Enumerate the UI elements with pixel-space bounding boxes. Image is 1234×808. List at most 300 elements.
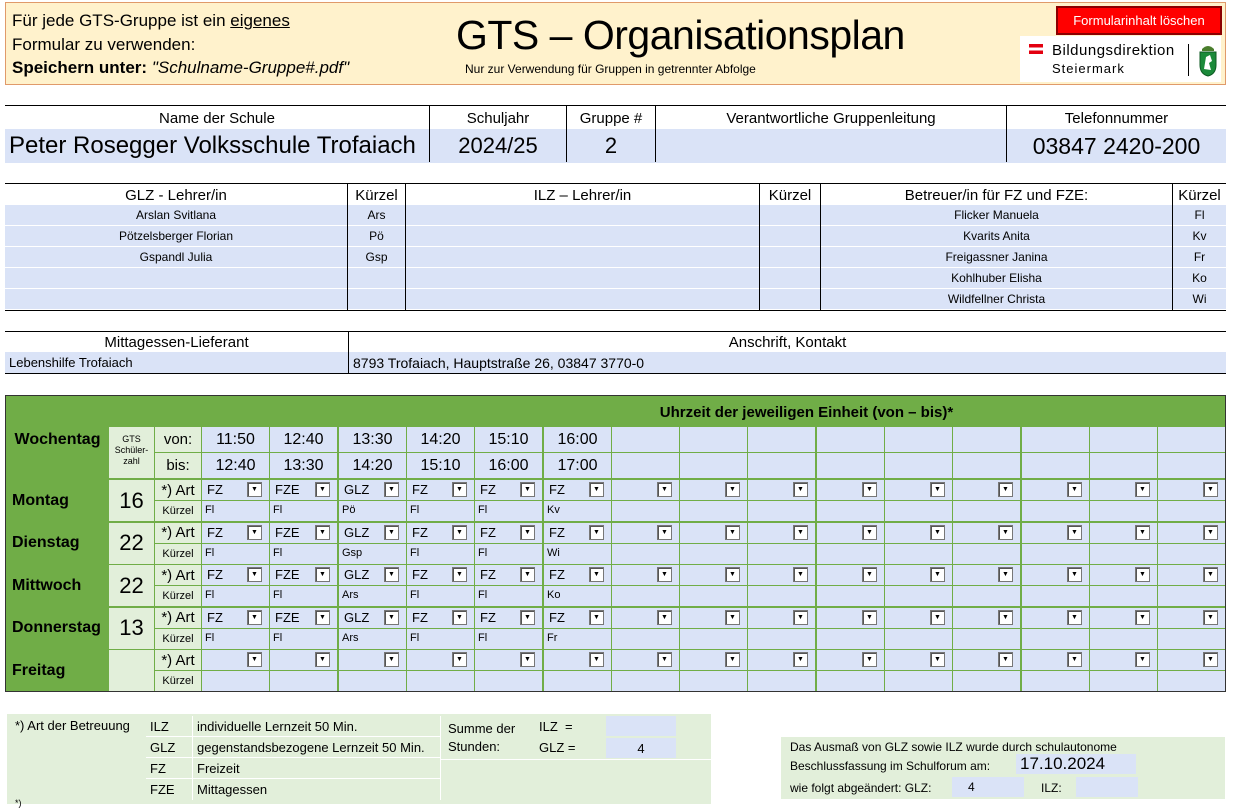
time-from-field[interactable]: 11:50	[202, 427, 269, 452]
art-select[interactable]	[1090, 608, 1157, 628]
kuerzel-field[interactable]	[612, 501, 679, 521]
kuerzel-field[interactable]	[953, 501, 1020, 521]
time-to-field[interactable]	[817, 453, 884, 478]
forum-glz-field[interactable]: 4	[952, 777, 1024, 797]
chevron-down-icon[interactable]	[862, 525, 877, 540]
time-from-field[interactable]	[885, 427, 952, 452]
time-from-field[interactable]	[748, 427, 815, 452]
art-select[interactable]	[680, 608, 747, 628]
students-count-field[interactable]: 16	[109, 480, 154, 521]
chevron-down-icon[interactable]	[247, 525, 262, 540]
chevron-down-icon[interactable]	[247, 567, 262, 582]
chevron-down-icon[interactable]	[315, 525, 330, 540]
art-select[interactable]	[544, 480, 611, 500]
time-to-field[interactable]	[1090, 453, 1157, 478]
chevron-down-icon[interactable]	[725, 567, 740, 582]
art-select[interactable]	[680, 565, 747, 585]
art-select[interactable]	[339, 565, 406, 585]
chevron-down-icon[interactable]	[520, 567, 535, 582]
chevron-down-icon[interactable]	[793, 567, 808, 582]
kuerzel-field[interactable]	[1158, 629, 1225, 649]
chevron-down-icon[interactable]	[452, 610, 467, 625]
kuerzel-field[interactable]	[475, 501, 542, 521]
art-select[interactable]	[748, 523, 815, 543]
art-select[interactable]	[748, 480, 815, 500]
chevron-down-icon[interactable]	[384, 610, 399, 625]
glz-kuerzel-field[interactable]: Gsp	[348, 247, 405, 267]
time-to-field[interactable]: 14:20	[339, 453, 406, 478]
chevron-down-icon[interactable]	[930, 525, 945, 540]
chevron-down-icon[interactable]	[1203, 567, 1218, 582]
kuerzel-field[interactable]	[339, 586, 406, 606]
art-select[interactable]	[953, 650, 1020, 670]
forum-ilz-field[interactable]	[1076, 777, 1138, 797]
time-from-field[interactable]: 14:20	[407, 427, 474, 452]
kuerzel-field[interactable]	[680, 586, 747, 606]
time-to-field[interactable]: 13:30	[270, 453, 337, 478]
kuerzel-field[interactable]	[612, 586, 679, 606]
chevron-down-icon[interactable]	[1203, 610, 1218, 625]
chevron-down-icon[interactable]	[1067, 525, 1082, 540]
kuerzel-field[interactable]	[475, 586, 542, 606]
art-select[interactable]	[612, 608, 679, 628]
chevron-down-icon[interactable]	[998, 652, 1013, 667]
time-from-field[interactable]: 12:40	[270, 427, 337, 452]
art-select[interactable]	[953, 523, 1020, 543]
art-select[interactable]	[1022, 650, 1089, 670]
chevron-down-icon[interactable]	[793, 610, 808, 625]
art-select[interactable]	[270, 480, 337, 500]
art-select[interactable]	[885, 523, 952, 543]
time-to-field[interactable]: 12:40	[202, 453, 269, 478]
kuerzel-field[interactable]	[748, 544, 815, 564]
kuerzel-field[interactable]	[1090, 501, 1157, 521]
art-select[interactable]	[1022, 608, 1089, 628]
kuerzel-field[interactable]	[748, 501, 815, 521]
glz-name-field[interactable]: Gspandl Julia	[5, 247, 347, 267]
kuerzel-field[interactable]	[817, 544, 884, 564]
students-count-field[interactable]: 22	[109, 565, 154, 606]
chevron-down-icon[interactable]	[793, 525, 808, 540]
kuerzel-field[interactable]	[407, 501, 474, 521]
glz-kuerzel-field[interactable]	[348, 268, 405, 288]
time-to-field[interactable]	[748, 453, 815, 478]
kuerzel-field[interactable]	[407, 671, 474, 691]
time-to-field[interactable]	[885, 453, 952, 478]
kuerzel-field[interactable]	[339, 501, 406, 521]
chevron-down-icon[interactable]	[657, 652, 672, 667]
students-count-field[interactable]	[109, 650, 154, 691]
glz-kuerzel-field[interactable]: Pö	[348, 226, 405, 246]
ilz-name-field[interactable]	[406, 226, 759, 246]
chevron-down-icon[interactable]	[793, 482, 808, 497]
art-select[interactable]	[612, 565, 679, 585]
chevron-down-icon[interactable]	[520, 652, 535, 667]
art-select[interactable]	[202, 523, 269, 543]
chevron-down-icon[interactable]	[589, 567, 604, 582]
time-to-field[interactable]	[1158, 453, 1225, 478]
fz-kuerzel-field[interactable]: Ko	[1173, 268, 1226, 288]
time-from-field[interactable]	[953, 427, 1020, 452]
chevron-down-icon[interactable]	[384, 567, 399, 582]
art-select[interactable]	[544, 608, 611, 628]
kuerzel-field[interactable]	[680, 544, 747, 564]
chevron-down-icon[interactable]	[657, 482, 672, 497]
chevron-down-icon[interactable]	[657, 567, 672, 582]
art-select[interactable]	[407, 650, 474, 670]
kuerzel-field[interactable]	[544, 671, 611, 691]
time-from-field[interactable]	[680, 427, 747, 452]
art-select[interactable]	[475, 650, 542, 670]
chevron-down-icon[interactable]	[384, 652, 399, 667]
art-select[interactable]	[680, 480, 747, 500]
art-select[interactable]	[1090, 650, 1157, 670]
kuerzel-field[interactable]	[202, 671, 269, 691]
chevron-down-icon[interactable]	[1203, 482, 1218, 497]
students-count-field[interactable]: 22	[109, 523, 154, 564]
forum-date-field[interactable]: 17.10.2024	[1016, 754, 1136, 774]
kuerzel-field[interactable]	[885, 671, 952, 691]
kuerzel-field[interactable]	[1090, 544, 1157, 564]
art-select[interactable]	[407, 480, 474, 500]
chevron-down-icon[interactable]	[589, 652, 604, 667]
chevron-down-icon[interactable]	[862, 482, 877, 497]
kuerzel-field[interactable]	[270, 501, 337, 521]
school-year-field[interactable]: 2024/25	[458, 133, 538, 158]
art-select[interactable]	[885, 608, 952, 628]
art-select[interactable]	[1158, 523, 1225, 543]
kuerzel-field[interactable]	[407, 544, 474, 564]
kuerzel-field[interactable]	[202, 544, 269, 564]
chevron-down-icon[interactable]	[315, 610, 330, 625]
kuerzel-field[interactable]	[475, 629, 542, 649]
chevron-down-icon[interactable]	[998, 567, 1013, 582]
group-field[interactable]: 2	[604, 133, 618, 158]
chevron-down-icon[interactable]	[998, 482, 1013, 497]
art-select[interactable]	[1022, 480, 1089, 500]
chevron-down-icon[interactable]	[862, 652, 877, 667]
kuerzel-field[interactable]	[407, 586, 474, 606]
kuerzel-field[interactable]	[544, 586, 611, 606]
time-from-field[interactable]: 16:00	[544, 427, 611, 452]
fz-name-field[interactable]: Wildfellner Christa	[821, 289, 1172, 309]
chevron-down-icon[interactable]	[725, 482, 740, 497]
chevron-down-icon[interactable]	[930, 567, 945, 582]
art-select[interactable]	[202, 650, 269, 670]
glz-kuerzel-field[interactable]	[348, 289, 405, 309]
time-to-field[interactable]	[1022, 453, 1089, 478]
art-select[interactable]	[885, 565, 952, 585]
chevron-down-icon[interactable]	[862, 610, 877, 625]
art-select[interactable]	[817, 608, 884, 628]
art-select[interactable]	[953, 565, 1020, 585]
kuerzel-field[interactable]	[202, 629, 269, 649]
glz-kuerzel-field[interactable]: Ars	[348, 205, 405, 225]
art-select[interactable]	[1090, 523, 1157, 543]
glz-name-field[interactable]: Arslan Svitlana	[5, 205, 347, 225]
ilz-kuerzel-field[interactable]	[760, 268, 820, 288]
chevron-down-icon[interactable]	[862, 567, 877, 582]
kuerzel-field[interactable]	[817, 671, 884, 691]
time-to-field[interactable]: 15:10	[407, 453, 474, 478]
kuerzel-field[interactable]	[748, 586, 815, 606]
time-to-field[interactable]	[680, 453, 747, 478]
art-select[interactable]	[1022, 523, 1089, 543]
time-to-field[interactable]	[612, 453, 679, 478]
ilz-kuerzel-field[interactable]	[760, 205, 820, 225]
chevron-down-icon[interactable]	[793, 652, 808, 667]
art-select[interactable]	[1158, 608, 1225, 628]
chevron-down-icon[interactable]	[1203, 652, 1218, 667]
kuerzel-field[interactable]	[885, 586, 952, 606]
art-select[interactable]	[748, 650, 815, 670]
kuerzel-field[interactable]	[1022, 586, 1089, 606]
kuerzel-field[interactable]	[1158, 501, 1225, 521]
art-select[interactable]	[544, 565, 611, 585]
kuerzel-field[interactable]	[1022, 629, 1089, 649]
kuerzel-field[interactable]	[1022, 544, 1089, 564]
art-select[interactable]	[953, 608, 1020, 628]
time-from-field[interactable]	[1158, 427, 1225, 452]
kuerzel-field[interactable]	[612, 671, 679, 691]
time-to-field[interactable]: 16:00	[475, 453, 542, 478]
art-select[interactable]	[202, 565, 269, 585]
kuerzel-field[interactable]	[339, 544, 406, 564]
art-select[interactable]	[202, 608, 269, 628]
group-leader-field[interactable]	[656, 129, 1006, 163]
art-select[interactable]	[475, 480, 542, 500]
fz-name-field[interactable]: Freigassner Janina	[821, 247, 1172, 267]
kuerzel-field[interactable]	[1022, 671, 1089, 691]
kuerzel-field[interactable]	[953, 586, 1020, 606]
chevron-down-icon[interactable]	[247, 652, 262, 667]
art-select[interactable]	[407, 523, 474, 543]
chevron-down-icon[interactable]	[315, 482, 330, 497]
time-from-field[interactable]: 15:10	[475, 427, 542, 452]
chevron-down-icon[interactable]	[384, 482, 399, 497]
art-select[interactable]	[202, 480, 269, 500]
art-select[interactable]	[817, 523, 884, 543]
kuerzel-field[interactable]	[202, 586, 269, 606]
kuerzel-field[interactable]	[612, 544, 679, 564]
chevron-down-icon[interactable]	[1135, 482, 1150, 497]
chevron-down-icon[interactable]	[247, 482, 262, 497]
kuerzel-field[interactable]	[1090, 629, 1157, 649]
chevron-down-icon[interactable]	[452, 567, 467, 582]
art-select[interactable]	[339, 480, 406, 500]
art-select[interactable]	[748, 565, 815, 585]
glz-name-field[interactable]	[5, 289, 347, 309]
chevron-down-icon[interactable]	[384, 525, 399, 540]
glz-sum-field[interactable]: 4	[606, 738, 676, 758]
chevron-down-icon[interactable]	[1203, 525, 1218, 540]
ilz-kuerzel-field[interactable]	[760, 289, 820, 309]
chevron-down-icon[interactable]	[520, 482, 535, 497]
chevron-down-icon[interactable]	[452, 652, 467, 667]
kuerzel-field[interactable]	[680, 671, 747, 691]
kuerzel-field[interactable]	[953, 629, 1020, 649]
kuerzel-field[interactable]	[612, 629, 679, 649]
time-to-field[interactable]: 17:00	[544, 453, 611, 478]
chevron-down-icon[interactable]	[452, 482, 467, 497]
kuerzel-field[interactable]	[202, 501, 269, 521]
chevron-down-icon[interactable]	[520, 525, 535, 540]
art-select[interactable]	[270, 523, 337, 543]
art-select[interactable]	[1158, 650, 1225, 670]
time-from-field[interactable]	[1022, 427, 1089, 452]
chevron-down-icon[interactable]	[1135, 525, 1150, 540]
chevron-down-icon[interactable]	[589, 525, 604, 540]
kuerzel-field[interactable]	[475, 671, 542, 691]
phone-field[interactable]: 03847 2420-200	[1032, 132, 1201, 159]
kuerzel-field[interactable]	[748, 671, 815, 691]
chevron-down-icon[interactable]	[930, 610, 945, 625]
clear-form-button[interactable]: Formularinhalt löschen	[1056, 6, 1222, 35]
art-select[interactable]	[817, 480, 884, 500]
glz-name-field[interactable]	[5, 268, 347, 288]
art-select[interactable]	[612, 523, 679, 543]
kuerzel-field[interactable]	[953, 544, 1020, 564]
fz-name-field[interactable]: Kvarits Anita	[821, 226, 1172, 246]
kuerzel-field[interactable]	[270, 544, 337, 564]
chevron-down-icon[interactable]	[725, 652, 740, 667]
chevron-down-icon[interactable]	[315, 652, 330, 667]
chevron-down-icon[interactable]	[452, 525, 467, 540]
chevron-down-icon[interactable]	[930, 652, 945, 667]
ilz-kuerzel-field[interactable]	[760, 247, 820, 267]
chevron-down-icon[interactable]	[1135, 652, 1150, 667]
art-select[interactable]	[270, 608, 337, 628]
time-from-field[interactable]: 13:30	[339, 427, 406, 452]
kuerzel-field[interactable]	[1090, 586, 1157, 606]
fz-kuerzel-field[interactable]: Kv	[1173, 226, 1226, 246]
chevron-down-icon[interactable]	[589, 610, 604, 625]
kuerzel-field[interactable]	[1158, 586, 1225, 606]
art-select[interactable]	[339, 650, 406, 670]
art-select[interactable]	[475, 523, 542, 543]
kuerzel-field[interactable]	[953, 671, 1020, 691]
chevron-down-icon[interactable]	[998, 610, 1013, 625]
art-select[interactable]	[544, 523, 611, 543]
time-from-field[interactable]	[817, 427, 884, 452]
fz-kuerzel-field[interactable]: Fl	[1173, 205, 1226, 225]
art-select[interactable]	[680, 650, 747, 670]
ilz-name-field[interactable]	[406, 289, 759, 309]
kuerzel-field[interactable]	[817, 586, 884, 606]
chevron-down-icon[interactable]	[1135, 567, 1150, 582]
kuerzel-field[interactable]	[339, 671, 406, 691]
kuerzel-field[interactable]	[544, 629, 611, 649]
art-select[interactable]	[1090, 480, 1157, 500]
kuerzel-field[interactable]	[680, 629, 747, 649]
kuerzel-field[interactable]	[748, 629, 815, 649]
ilz-sum-field[interactable]	[606, 716, 676, 736]
kuerzel-field[interactable]	[475, 544, 542, 564]
fz-kuerzel-field[interactable]: Wi	[1173, 289, 1226, 309]
art-select[interactable]	[817, 565, 884, 585]
kuerzel-field[interactable]	[544, 544, 611, 564]
ilz-kuerzel-field[interactable]	[760, 226, 820, 246]
ilz-name-field[interactable]	[406, 268, 759, 288]
art-select[interactable]	[1158, 480, 1225, 500]
art-select[interactable]	[885, 480, 952, 500]
art-select[interactable]	[270, 650, 337, 670]
art-select[interactable]	[544, 650, 611, 670]
glz-name-field[interactable]: Pötzelsberger Florian	[5, 226, 347, 246]
kuerzel-field[interactable]	[1090, 671, 1157, 691]
meal-contact-field[interactable]: 8793 Trofaiach, Hauptstraße 26, 03847 3770-0	[349, 352, 1226, 373]
students-count-field[interactable]: 13	[109, 608, 154, 649]
art-select[interactable]	[339, 608, 406, 628]
kuerzel-field[interactable]	[817, 501, 884, 521]
chevron-down-icon[interactable]	[930, 482, 945, 497]
art-select[interactable]	[1158, 565, 1225, 585]
kuerzel-field[interactable]	[270, 629, 337, 649]
fz-name-field[interactable]: Kohlhuber Elisha	[821, 268, 1172, 288]
chevron-down-icon[interactable]	[589, 482, 604, 497]
chevron-down-icon[interactable]	[247, 610, 262, 625]
time-from-field[interactable]	[1090, 427, 1157, 452]
meal-supplier-field[interactable]: Lebenshilfe Trofaiach	[5, 352, 348, 373]
kuerzel-field[interactable]	[1158, 544, 1225, 564]
art-select[interactable]	[475, 565, 542, 585]
chevron-down-icon[interactable]	[657, 525, 672, 540]
art-select[interactable]	[612, 480, 679, 500]
chevron-down-icon[interactable]	[1067, 567, 1082, 582]
school-name-field[interactable]: Peter Rosegger Volksschule Trofaiach	[9, 132, 416, 159]
chevron-down-icon[interactable]	[1067, 610, 1082, 625]
art-select[interactable]	[885, 650, 952, 670]
ilz-name-field[interactable]	[406, 247, 759, 267]
art-select[interactable]	[953, 480, 1020, 500]
chevron-down-icon[interactable]	[1135, 610, 1150, 625]
time-from-field[interactable]	[612, 427, 679, 452]
art-select[interactable]	[680, 523, 747, 543]
chevron-down-icon[interactable]	[1067, 482, 1082, 497]
time-to-field[interactable]	[953, 453, 1020, 478]
chevron-down-icon[interactable]	[657, 610, 672, 625]
chevron-down-icon[interactable]	[520, 610, 535, 625]
ilz-name-field[interactable]	[406, 205, 759, 225]
art-select[interactable]	[407, 565, 474, 585]
art-select[interactable]	[1090, 565, 1157, 585]
chevron-down-icon[interactable]	[725, 610, 740, 625]
art-select[interactable]	[748, 608, 815, 628]
art-select[interactable]	[270, 565, 337, 585]
kuerzel-field[interactable]	[1158, 671, 1225, 691]
art-select[interactable]	[817, 650, 884, 670]
kuerzel-field[interactable]	[1022, 501, 1089, 521]
kuerzel-field[interactable]	[885, 501, 952, 521]
kuerzel-field[interactable]	[885, 544, 952, 564]
art-select[interactable]	[339, 523, 406, 543]
kuerzel-field[interactable]	[270, 586, 337, 606]
art-select[interactable]	[1022, 565, 1089, 585]
chevron-down-icon[interactable]	[998, 525, 1013, 540]
art-select[interactable]	[612, 650, 679, 670]
art-select[interactable]	[475, 608, 542, 628]
kuerzel-field[interactable]	[680, 501, 747, 521]
art-select[interactable]	[407, 608, 474, 628]
kuerzel-field[interactable]	[339, 629, 406, 649]
kuerzel-field[interactable]	[885, 629, 952, 649]
chevron-down-icon[interactable]	[315, 567, 330, 582]
kuerzel-field[interactable]	[270, 671, 337, 691]
kuerzel-field[interactable]	[544, 501, 611, 521]
chevron-down-icon[interactable]	[1067, 652, 1082, 667]
kuerzel-field[interactable]	[817, 629, 884, 649]
fz-name-field[interactable]: Flicker Manuela	[821, 205, 1172, 225]
